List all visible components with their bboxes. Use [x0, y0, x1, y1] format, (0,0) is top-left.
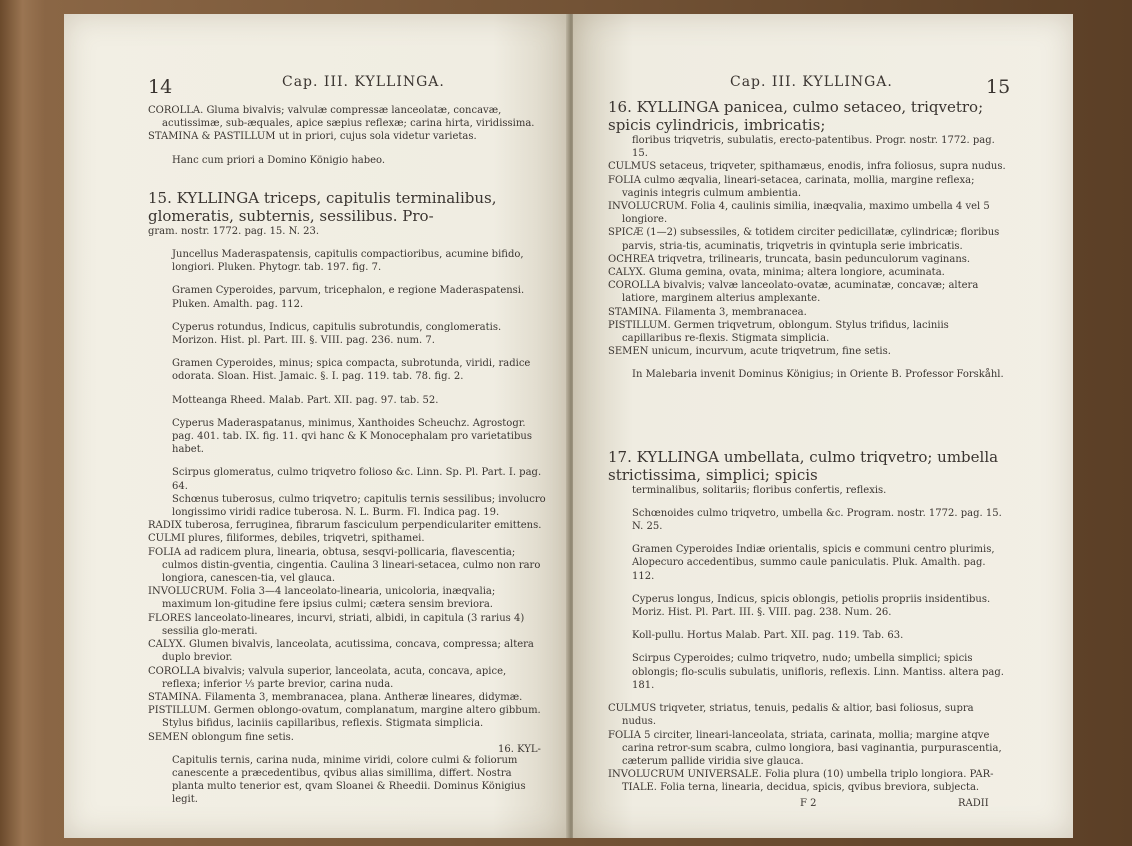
text-line: 16. KYLLINGA panicea, culmo setaceo, triqvetro; spicis cylindricis, imbricatis; — [608, 98, 984, 134]
text-line: STAMINA. Filamenta 3, membranacea. — [608, 306, 807, 318]
text-line: PISTILLUM. Germen triqvetrum, oblongum. Stylus trifidus, laciniis capillaribus re-flexis. Stigmata simplicia. — [608, 319, 949, 345]
text-line: FOLIA ad radicem plura, linearia, obtusa, sesqvi-pollicaria, flavescentia; culmos distin-gventia, cingentia. Caulina 3 lineari-setacea, culmo non raro longiora, canescen-tia, vel glauca. — [148, 546, 541, 585]
spacer — [148, 167, 546, 189]
text-line: INVOLUCRUM UNIVERSALE. Folia plura (10) umbella triplo longiora. PAR-TIALE. Folia terna, linearia, decidua, spicis, qvibus breviora, subjecta. — [608, 769, 994, 794]
right-running-head: Cap. III. KYLLINGA. — [730, 74, 893, 90]
spacer — [608, 382, 1008, 404]
text-line: floribus triqvetris, subulatis, erecto-patentibus. Progr. nostr. 1772. pag. 15. — [632, 135, 995, 160]
text-line: INVOLUCRUM. Folia 4, caulinis similia, inæqvalia, maximo umbella 4 vel 5 longiore. — [608, 201, 990, 226]
spacer — [148, 456, 546, 466]
text-line: In Malebaria invenit Dominus Königius; in Oriente B. Professor Forskåhl. — [632, 369, 1004, 381]
spacer — [148, 274, 546, 284]
spacer — [148, 407, 546, 417]
left-page-number: 14 — [148, 76, 173, 98]
text-line: COROLLA. Gluma bivalvis; valvulæ compressæ lanceolatæ, concavæ, acutissimæ, sub-æquales, apice sæpius reflexæ; carina hirta, viridissima. — [148, 105, 535, 130]
text-line: PISTILLUM. Germen oblongo-ovatum, complanatum, margine altero gibbum. Stylus bifidus, laciniis capillaribus, reflexis. Stigmata simplicia. — [148, 705, 541, 730]
text-line: Scirpus Cyperoides; culmo triqvetro, nudo; umbella simplici; spicis oblongis; flo-sculis subulatis, unifloris, reflexis. Linn. Mantiss. altera pag. 181. — [632, 653, 1004, 691]
spacer — [148, 347, 546, 357]
text-line: Koll-pullu. Hortus Malab. Part. XII. pag. 119. Tab. 63. — [632, 630, 904, 642]
right-signature: F 2 — [800, 798, 817, 809]
text-line: Gramen Cyperoides Indiæ orientalis, spicis e communi centro plurimis, Alopecuro accedentibus, summo caule paniculatis. Pluk. Amalth. pag. 112. — [632, 544, 995, 582]
text-line: Gramen Cyperoides, minus; spica compacta, subrotunda, viridi, radice odorata. Sloan. Hist. Jamaic. §. I. pag. 119. tab. 78. fig. 2. — [172, 358, 531, 383]
left-catchword: 16. KYL- — [498, 744, 541, 755]
right-catchword: RADII — [958, 798, 989, 809]
text-line: RADIX tuberosa, ferruginea, fibrarum fasciculum perpendiculariter emittens. — [148, 520, 542, 532]
left-text-column — [148, 104, 546, 807]
text-line: CULMUS triqveter, striatus, tenuis, pedalis & altior, basi foliosus, supra nudus. — [608, 703, 974, 728]
spacer — [608, 497, 1008, 507]
text-line: Scirpus glomeratus, culmo triqvetro folioso &c. Linn. Sp. Pl. Part. I. pag. 64. — [172, 467, 542, 492]
text-line: CULMUS setaceus, triqveter, spithamæus, enodis, infra foliosus, supra nudus. — [608, 161, 1006, 173]
right-page-number: 15 — [986, 76, 1011, 98]
text-line: INVOLUCRUM. Folia 3—4 lanceolato-linearia, unicoloria, inæqvalia; maximum lon-gitudine fere ipsius culmi; cætera sensim breviora. — [148, 586, 496, 611]
text-line: STAMINA & PASTILLUM ut in priori, cujus sola videtur varietas. — [148, 131, 477, 143]
text-line: STAMINA. Filamenta 3, membranacea, plana. Antheræ lineares, didymæ. — [148, 691, 523, 703]
text-line: COROLLA bivalvis; valvæ lanceolato-ovatæ, acuminatæ, concavæ; altera latiore, marginem alterius amplexante. — [608, 280, 979, 305]
spacer — [608, 642, 1008, 652]
spacer — [608, 583, 1008, 593]
spacer — [608, 692, 1008, 702]
right-text-column — [608, 98, 1008, 795]
spacer — [608, 619, 1008, 629]
spacer — [608, 533, 1008, 543]
spacer — [148, 144, 546, 154]
spacer — [148, 311, 546, 321]
spacer — [608, 358, 1008, 368]
spacer — [148, 238, 546, 248]
spacer — [148, 744, 546, 754]
text-line: Cyperus longus, Indicus, spicis oblongis, petiolis propriis insidentibus. Moriz. Hist. Pl. Part. III. §. VIII. pag. 238. Num. 26. — [632, 593, 991, 619]
text-line: Capitulis ternis, carina nuda, minime viridi, colore culmi & foliorum canescente a præcedentibus, qvibus alias simillima, differt. Nostra planta multo tenerior est, qvam Sloanei & Rheedii. Dominus Königius legit. — [172, 754, 526, 806]
text-line: FOLIA culmo æqvalia, lineari-setacea, carinata, mollia, margine reflexa; vaginis integris culmum ambientia. — [608, 174, 975, 199]
text-line: SPICÆ (1—2) subsessiles, & totidem circiter pedicillatæ, cylindricæ; floribus parvis, stria-tis, acuminatis, triqvetris in qvintupla serie imbricatis. — [608, 227, 1000, 252]
text-line: FLORES lanceolato-lineares, incurvi, striati, albidi, in capitula (3 rarius 4) sessilia glo-merati. — [148, 612, 525, 637]
text-line: Juncellus Maderaspatensis, capitulis compactioribus, acumine bifido, longiori. Pluken. Phytogr. tab. 197. fig. 7. — [172, 249, 524, 274]
text-line: Hanc cum priori a Domino Königio habeo. — [172, 154, 386, 166]
text-line: Motteanga Rheed. Malab. Part. XII. pag. 97. tab. 52. — [172, 394, 439, 406]
text-line: FOLIA 5 circiter, lineari-lanceolata, striata, carinata, mollia; margine atqve carina retror-sum scabra, culmo longiora, basi vaginantia, purpurascentia, cæterum pallide viridia sive glauca. — [608, 729, 1002, 767]
text-line: gram. nostr. 1772. pag. 15. N. 23. — [148, 225, 320, 237]
text-line: Cyperus Maderaspatanus, minimus, Xanthoides Scheuchz. Agrostogr. pag. 401. tab. IX. fig. 11. qvi hanc & K Monocephalam pro varietatibus habet. — [172, 417, 532, 456]
text-line: 15. KYLLINGA triceps, capitulis terminalibus, glomeratis, subternis, sessilibus. Pro- — [148, 188, 497, 225]
spacer — [608, 404, 1008, 426]
text-line: OCHREA triqvetra, trilinearis, truncata, basin pedunculorum vaginans. — [608, 253, 971, 265]
spacer — [148, 384, 546, 394]
text-line: CULMI plures, filiformes, debiles, triqvetri, spithamei. — [148, 533, 425, 545]
text-line: Gramen Cyperoides, parvum, tricephalon, e regione Maderaspatensi. Pluken. Amalth. pag. 112. — [172, 285, 525, 310]
text-line: Schœnoides culmo triqvetro, umbella &c. Program. nostr. 1772. pag. 15. N. 25. — [632, 507, 1002, 533]
text-line: 17. KYLLINGA umbellata, culmo triqvetro; umbella strictissima, simplici; spicis — [608, 447, 999, 484]
left-running-head: Cap. III. KYLLINGA. — [282, 74, 445, 90]
text-line: SEMEN oblongum fine setis. — [148, 731, 294, 743]
text-line: SEMEN unicum, incurvum, acute triqvetrum, fine setis. — [608, 346, 891, 358]
text-line: CALYX. Gluma gemina, ovata, minima; altera longiore, acuminata. — [608, 267, 945, 279]
text-line: Cyperus rotundus, Indicus, capitulis subrotundis, conglomeratis. Morizon. Hist. pl. Part. III. §. VIII. pag. 236. num. 7. — [172, 321, 502, 347]
text-line: CALYX. Glumen bivalvis, lanceolata, acutissima, concava, compressa; altera duplo brevior. — [148, 639, 534, 664]
spacer — [608, 426, 1008, 448]
text-line: Schœnus tuberosus, culmo triqvetro; capitulis ternis sessilibus; involucro longissimo viridi radice tuberosa. N. L. Burm. Fl. Indica pag. 19. — [172, 493, 546, 519]
text-line: terminalibus, solitariis; floribus confertis, reflexis. — [632, 484, 887, 496]
text-line: COROLLA bivalvis; valvula superior, lanceolata, acuta, concava, apice, reflexa; inferior ⅓ parte brevior, carina nuda. — [148, 665, 507, 690]
